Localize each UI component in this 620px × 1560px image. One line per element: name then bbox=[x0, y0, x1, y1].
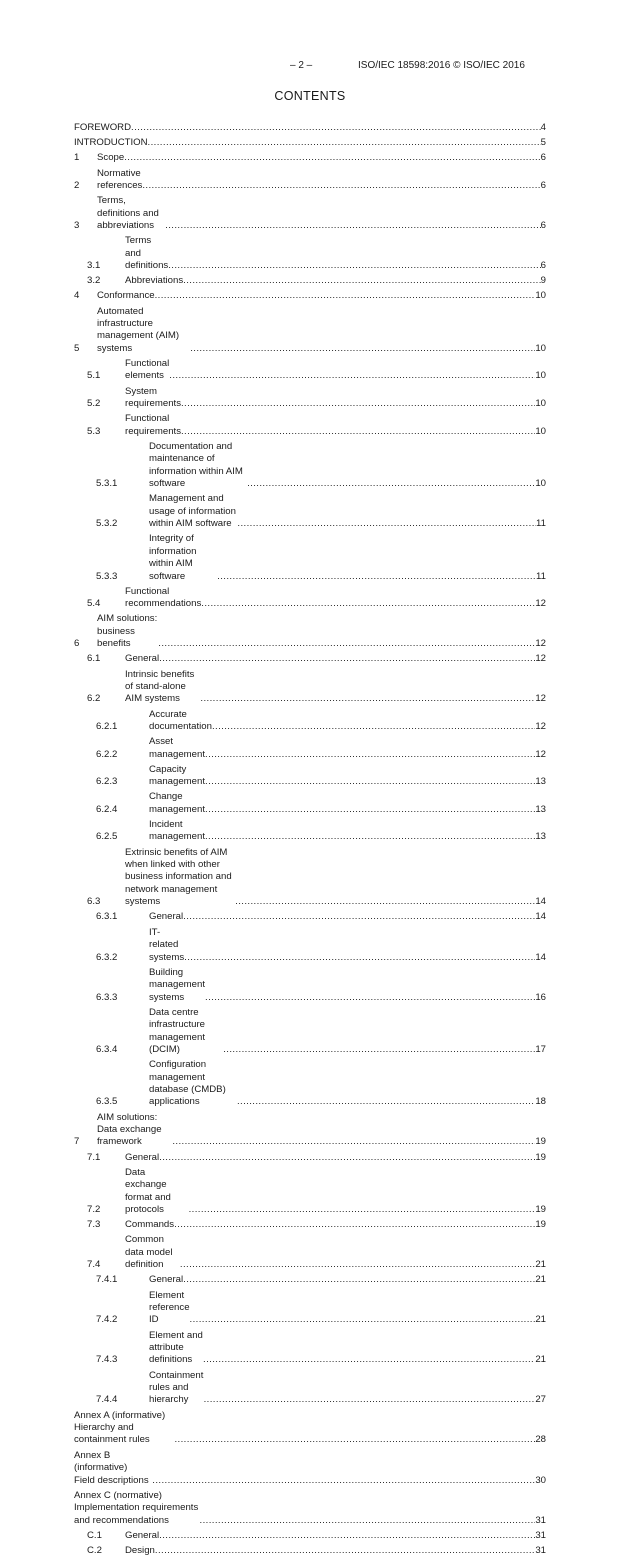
toc-entry[interactable] bbox=[74, 1059, 546, 1109]
page-header bbox=[0, 60, 620, 74]
toc-entry-title: Functional recommendations bbox=[125, 585, 202, 610]
toc-entry-title: Extrinsic benefits of AIM when linked with other business information and network management systems bbox=[125, 846, 232, 908]
toc-entry-number: 5.3 bbox=[87, 425, 101, 437]
toc-entry-number: 7.3 bbox=[87, 1219, 101, 1231]
toc-entry-number: 5.2 bbox=[87, 398, 101, 410]
toc-entry-page: 21 bbox=[535, 1314, 546, 1326]
toc-entry[interactable] bbox=[74, 275, 546, 287]
toc-entry-page: 11 bbox=[536, 570, 546, 582]
toc-entry[interactable] bbox=[74, 911, 546, 923]
toc-entry-number: 6.2.1 bbox=[96, 721, 118, 733]
toc-entry-number: 6.2.2 bbox=[96, 748, 118, 760]
dot-leader bbox=[180, 1259, 535, 1271]
dot-leader bbox=[159, 653, 535, 665]
toc-entry-number: 7.4.4 bbox=[96, 1394, 118, 1406]
toc-entry-title: Annex A (informative) Hierarchy and containment rules bbox=[74, 1409, 171, 1446]
toc-entry-title: FOREWORD bbox=[74, 122, 132, 133]
dot-leader bbox=[190, 1314, 536, 1326]
toc-entry[interactable] bbox=[74, 1007, 546, 1057]
toc-entry-title: General bbox=[125, 1529, 160, 1541]
dot-leader bbox=[200, 1515, 536, 1527]
toc-entry-page: 30 bbox=[535, 1474, 546, 1486]
toc-entry-number: 3.1 bbox=[87, 260, 101, 272]
toc-entry-title: IT-related systems bbox=[149, 926, 185, 963]
toc-entry-number: 6.2.5 bbox=[96, 831, 118, 843]
toc-entry-page: 21 bbox=[535, 1259, 546, 1271]
toc-entry-title: General bbox=[149, 911, 184, 923]
toc-entry-page: 12 bbox=[535, 638, 546, 650]
toc-entry-title: Automated infrastructure management (AIM) systems bbox=[97, 305, 182, 354]
toc-entry[interactable] bbox=[74, 927, 546, 964]
toc-entry[interactable] bbox=[74, 493, 546, 530]
toc-entry-title: System requirements bbox=[125, 385, 181, 410]
toc-entry-number: 5.3.2 bbox=[96, 518, 118, 530]
toc-entry[interactable] bbox=[74, 152, 546, 164]
toc-entry-number: 7 bbox=[74, 1136, 80, 1148]
toc-entry-title: Terms, definitions and abbreviations bbox=[97, 195, 162, 232]
toc-entry[interactable] bbox=[74, 1219, 546, 1231]
toc-entry-page: 21 bbox=[535, 1354, 546, 1366]
toc-entry-page: 5 bbox=[540, 137, 546, 149]
toc-entry-page: 28 bbox=[535, 1434, 546, 1446]
dot-leader bbox=[183, 1274, 535, 1286]
toc-entry-page: 10 bbox=[535, 370, 546, 382]
toc-entry[interactable] bbox=[74, 1152, 546, 1164]
toc-entry-number: 7.1 bbox=[87, 1151, 101, 1163]
table-of-contents bbox=[74, 122, 546, 1560]
toc-entry-number: 6.3.3 bbox=[96, 991, 118, 1003]
toc-entry[interactable] bbox=[74, 586, 546, 611]
dot-leader bbox=[201, 598, 535, 610]
toc-entry-number: 6.3.1 bbox=[96, 911, 118, 923]
toc-entry-title: Capacity management bbox=[149, 763, 205, 788]
toc-entry-number: C.1 bbox=[87, 1529, 102, 1541]
dot-leader bbox=[142, 180, 540, 192]
dot-leader bbox=[189, 1204, 536, 1216]
dot-leader bbox=[203, 1354, 535, 1366]
toc-entry-page: 10 bbox=[535, 478, 546, 490]
toc-entry-page: 19 bbox=[535, 1151, 546, 1163]
dot-leader bbox=[169, 370, 535, 382]
toc-entry-page: 10 bbox=[535, 425, 546, 437]
dot-leader bbox=[200, 693, 535, 705]
toc-entry-title: Configuration management database (CMDB) applications bbox=[149, 1059, 229, 1108]
dot-leader bbox=[204, 1394, 536, 1406]
toc-entry[interactable] bbox=[74, 235, 546, 272]
toc-entry-number: 7.4 bbox=[87, 1259, 101, 1271]
toc-entry-page: 19 bbox=[535, 1136, 546, 1148]
toc-entry-page: 6 bbox=[540, 220, 546, 232]
toc-entry-title: Integrity of information within AIM software bbox=[149, 533, 200, 582]
toc-entry-number: 7.4.2 bbox=[96, 1314, 118, 1326]
toc-entry-number: 6.3 bbox=[87, 896, 101, 908]
toc-entry-title: Data exchange format and protocols bbox=[125, 1166, 174, 1215]
toc-entry-number: 5.1 bbox=[87, 370, 101, 382]
toc-entry[interactable] bbox=[74, 1450, 546, 1487]
toc-entry-number: 2 bbox=[74, 180, 80, 192]
toc-entry-title: Building management systems bbox=[149, 966, 208, 1003]
dot-leader bbox=[184, 952, 535, 964]
toc-entry[interactable] bbox=[74, 1290, 546, 1327]
toc-entry-title: Commands bbox=[125, 1219, 175, 1231]
toc-entry[interactable] bbox=[74, 358, 546, 383]
dot-leader bbox=[124, 152, 540, 164]
toc-entry-page: 12 bbox=[535, 598, 546, 610]
toc-entry-title: Normative references bbox=[97, 167, 144, 192]
dot-leader bbox=[159, 1152, 535, 1164]
toc-entry-number: 6.3.4 bbox=[96, 1043, 118, 1055]
toc-entry[interactable] bbox=[74, 613, 546, 650]
dot-leader bbox=[165, 220, 540, 232]
dot-leader bbox=[205, 992, 535, 1004]
toc-entry-title: AIM solutions: Data exchange framework bbox=[97, 1111, 165, 1148]
toc-entry-number: 6.1 bbox=[87, 653, 101, 665]
toc-entry-page: 10 bbox=[535, 342, 546, 354]
toc-entry-page: 18 bbox=[535, 1096, 546, 1108]
toc-entry-title: General bbox=[125, 653, 160, 665]
toc-entry[interactable] bbox=[74, 709, 546, 734]
toc-entry-page: 4 bbox=[540, 122, 546, 133]
toc-entry-number: 1 bbox=[74, 152, 80, 164]
toc-entry-title: Accurate documentation bbox=[149, 708, 212, 733]
toc-entry[interactable] bbox=[74, 441, 546, 491]
toc-entry-number: 6.2.4 bbox=[96, 803, 118, 815]
toc-entry-page: 11 bbox=[536, 518, 546, 530]
toc-entry-number: 7.4.3 bbox=[96, 1354, 118, 1366]
dot-leader bbox=[158, 638, 535, 650]
toc-entry-number: 6.3.2 bbox=[96, 951, 118, 963]
toc-entry-page: 9 bbox=[540, 275, 546, 287]
dot-leader bbox=[183, 911, 535, 923]
toc-entry[interactable] bbox=[74, 1410, 546, 1447]
dot-leader bbox=[235, 896, 535, 908]
toc-entry-number: 6.3.5 bbox=[96, 1096, 118, 1108]
toc-entry[interactable] bbox=[74, 533, 546, 583]
toc-entry-page: 13 bbox=[535, 776, 546, 788]
toc-entry-title: Annex C (normative) Implementation requirements and recommendations bbox=[74, 1489, 201, 1526]
toc-entry[interactable] bbox=[74, 413, 546, 438]
toc-entry-title: AIM solutions: business benefits bbox=[97, 613, 160, 650]
dot-leader bbox=[205, 804, 535, 816]
toc-entry-number: C.2 bbox=[87, 1544, 102, 1556]
document-id: ISO/IEC 18598:2016 © ISO/IEC 2016 bbox=[358, 60, 525, 71]
dot-leader bbox=[131, 122, 541, 134]
toc-entry-number: 7.2 bbox=[87, 1204, 101, 1215]
toc-entry-page: 12 bbox=[535, 748, 546, 760]
toc-entry-title: Asset management bbox=[149, 736, 205, 760]
toc-entry-number: 5.4 bbox=[87, 598, 101, 610]
toc-entry-page: 19 bbox=[535, 1204, 546, 1215]
toc-entry-title: Documentation and maintenance of information within AIM software bbox=[149, 440, 246, 490]
dot-leader bbox=[159, 1530, 535, 1542]
dot-leader bbox=[205, 749, 535, 761]
dot-leader bbox=[183, 275, 541, 287]
toc-entry-title: Functional elements bbox=[125, 358, 172, 382]
toc-entry-page: 12 bbox=[535, 693, 546, 705]
page-number: – 2 – bbox=[290, 60, 313, 71]
toc-entry-page: 19 bbox=[535, 1219, 546, 1231]
toc-entry-title: Data centre infrastructure management (DCIM) bbox=[149, 1006, 208, 1055]
dot-leader bbox=[155, 290, 536, 302]
dot-leader bbox=[172, 1136, 535, 1148]
toc-entry-number: 3.2 bbox=[87, 275, 101, 287]
toc-entry-number: 5 bbox=[74, 342, 80, 354]
dot-leader bbox=[247, 478, 535, 490]
toc-entry[interactable] bbox=[74, 847, 546, 909]
toc-entry-title: Functional requirements bbox=[125, 413, 181, 437]
toc-entry-title: Change management bbox=[149, 791, 205, 815]
toc-entry-number: 6.2 bbox=[87, 693, 101, 705]
toc-entry[interactable] bbox=[74, 1530, 546, 1542]
toc-entry[interactable] bbox=[74, 1234, 546, 1271]
dot-leader bbox=[148, 137, 541, 149]
dot-leader bbox=[174, 1434, 535, 1446]
toc-entry[interactable] bbox=[74, 736, 546, 761]
toc-entry-number: 4 bbox=[74, 290, 80, 302]
toc-entry-title: Conformance bbox=[97, 290, 155, 302]
toc-entry[interactable] bbox=[74, 791, 546, 816]
toc-entry-title: Terms and definitions bbox=[125, 235, 169, 272]
toc-entry-page: 14 bbox=[535, 951, 546, 963]
toc-entry-page: 13 bbox=[535, 831, 546, 843]
toc-entry[interactable] bbox=[74, 1370, 546, 1407]
toc-entry-title: Element reference ID bbox=[149, 1289, 193, 1326]
toc-entry[interactable] bbox=[74, 1112, 546, 1149]
dot-leader bbox=[174, 1219, 535, 1231]
toc-entry-page: 6 bbox=[540, 260, 546, 272]
toc-entry-page: 27 bbox=[535, 1394, 546, 1406]
toc-entry[interactable] bbox=[74, 137, 546, 149]
dot-leader bbox=[205, 776, 535, 788]
toc-entry-number: 5.3.1 bbox=[96, 478, 118, 490]
dot-leader bbox=[212, 721, 535, 733]
toc-entry-page: 31 bbox=[535, 1529, 546, 1541]
toc-entry-title: General bbox=[125, 1151, 160, 1163]
toc-entry-page: 10 bbox=[535, 398, 546, 410]
dot-leader bbox=[237, 518, 536, 530]
toc-entry-page: 14 bbox=[535, 911, 546, 923]
dot-leader bbox=[155, 1545, 535, 1557]
toc-entry[interactable] bbox=[74, 306, 546, 356]
toc-entry-title: Containment rules and hierarchy bbox=[149, 1369, 207, 1406]
toc-entry-page: 31 bbox=[535, 1544, 546, 1556]
toc-entry-title: Annex B (informative) Field descriptions bbox=[74, 1449, 149, 1486]
dot-leader bbox=[190, 343, 535, 355]
toc-entry-page: 6 bbox=[540, 180, 546, 192]
toc-entry[interactable] bbox=[74, 290, 546, 302]
toc-entry[interactable] bbox=[74, 653, 546, 665]
toc-entry-page: 31 bbox=[535, 1514, 546, 1526]
contents-title: CONTENTS bbox=[274, 89, 346, 103]
dot-leader bbox=[181, 426, 535, 438]
toc-entry-page: 16 bbox=[535, 991, 546, 1003]
toc-entry-title: Design bbox=[125, 1544, 155, 1556]
toc-entry[interactable] bbox=[74, 386, 546, 411]
toc-entry[interactable] bbox=[74, 1330, 546, 1367]
toc-entry-title: Incident management bbox=[149, 819, 205, 843]
toc-entry[interactable] bbox=[74, 195, 546, 232]
toc-entry[interactable] bbox=[74, 122, 546, 134]
toc-entry-title: Scope bbox=[97, 152, 125, 164]
dot-leader bbox=[181, 398, 535, 410]
toc-entry-page: 12 bbox=[535, 653, 546, 665]
toc-entry[interactable] bbox=[74, 669, 546, 706]
toc-entry-page: 17 bbox=[535, 1043, 546, 1055]
toc-entry-title: Abbreviations bbox=[125, 275, 184, 287]
dot-leader bbox=[205, 831, 535, 843]
toc-entry[interactable] bbox=[74, 1274, 546, 1286]
toc-entry-number: 6.2.3 bbox=[96, 776, 118, 788]
toc-entry-number: 3 bbox=[74, 220, 80, 232]
toc-entry-number: 6 bbox=[74, 638, 80, 650]
toc-entry-title: General bbox=[149, 1274, 184, 1286]
toc-entry[interactable] bbox=[74, 1490, 546, 1527]
toc-entry-page: 10 bbox=[535, 290, 546, 302]
toc-entry[interactable] bbox=[74, 168, 546, 193]
toc-entry-page: 12 bbox=[535, 721, 546, 733]
toc-entry-title: Common data model definition bbox=[125, 1234, 176, 1271]
toc-entry[interactable] bbox=[74, 1167, 546, 1217]
toc-entry[interactable] bbox=[74, 1545, 546, 1557]
toc-entry-title: Management and usage of information within AIM software bbox=[149, 493, 239, 530]
toc-entry-title: INTRODUCTION bbox=[74, 137, 148, 149]
toc-entry-title: Intrinsic benefits of stand-alone AIM systems bbox=[125, 668, 197, 705]
dot-leader bbox=[237, 1096, 535, 1108]
dot-leader bbox=[217, 571, 536, 583]
toc-entry-number: 7.4.1 bbox=[96, 1274, 118, 1286]
dot-leader bbox=[168, 260, 540, 272]
toc-entry-page: 21 bbox=[535, 1274, 546, 1286]
toc-entry[interactable] bbox=[74, 764, 546, 789]
toc-entry[interactable] bbox=[74, 967, 546, 1004]
toc-entry-number: 5.3.3 bbox=[96, 570, 118, 582]
toc-entry-page: 6 bbox=[540, 152, 546, 164]
toc-entry-page: 14 bbox=[535, 896, 546, 908]
dot-leader bbox=[223, 1044, 535, 1056]
dot-leader bbox=[152, 1475, 535, 1487]
toc-entry-title: Element and attribute definitions bbox=[149, 1329, 206, 1366]
toc-entry[interactable] bbox=[74, 819, 546, 844]
toc-entry-page: 13 bbox=[535, 803, 546, 815]
